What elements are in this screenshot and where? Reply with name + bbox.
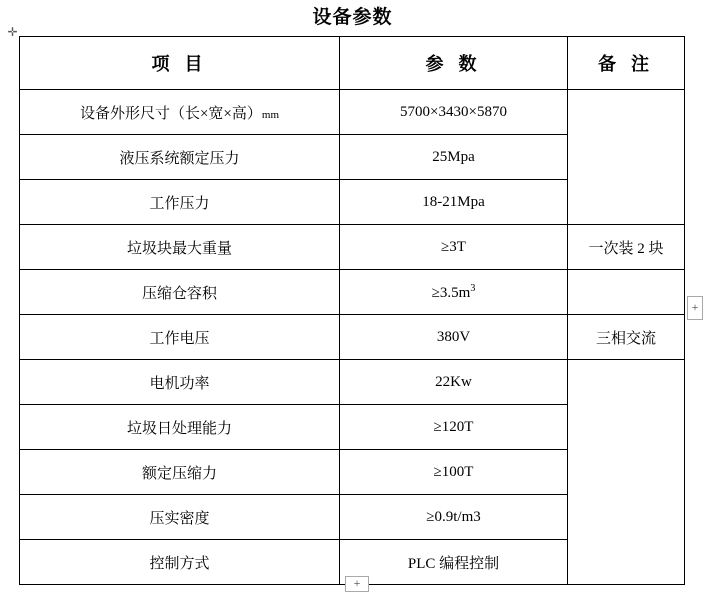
row-param-value: ≥0.9t/m3 [340,495,568,540]
row-item-label: 垃圾日处理能力 [20,405,340,450]
add-column-button[interactable]: + [687,296,703,320]
row-param-value: 22Kw [340,360,568,405]
row-note-value [568,360,685,585]
row-note-value: 一次装 2 块 [568,225,685,270]
table-move-handle-icon[interactable]: ✛ [7,25,18,39]
row-note-value [568,270,685,315]
row-item-label: 工作压力 [20,180,340,225]
row-note-value [568,90,685,225]
table-row [20,225,685,270]
row-item-text: 设备外形尺寸（长×宽×高） [79,105,262,122]
row-item-label: 工作电压 [20,315,340,360]
row-param-value: PLC 编程控制 [340,540,568,585]
row-item-label: 压缩仓容积 [20,270,340,315]
row-item-label: 额定压缩力 [20,450,340,495]
row-param-value: 18-21Mpa [340,180,568,225]
row-param-value: ≥3T [340,225,568,270]
row-param-value: ≥100T [340,450,568,495]
table-header-row [20,37,685,90]
row-item-label [20,90,340,135]
row-item-label: 液压系统额定压力 [20,135,340,180]
row-item-label: 压实密度 [20,495,340,540]
table-row [20,270,685,315]
table-row [20,90,685,135]
equipment-parameters-table [19,36,685,585]
row-item-label: 电机功率 [20,360,340,405]
row-item-label: 控制方式 [20,540,340,585]
row-note-value: 三相交流 [568,315,685,360]
column-header-item: 项 目 [20,37,340,90]
row-param-superscript: 3 [470,282,476,294]
column-header-param: 参 数 [340,37,568,90]
row-param-value: 25Mpa [340,135,568,180]
row-param-value [340,270,568,315]
column-header-note: 备 注 [568,37,685,90]
row-param-value: 5700×3430×5870 [340,90,568,135]
row-param-text: ≥3.5m [431,284,471,301]
table-row [20,360,685,405]
table-row [20,315,685,360]
add-row-button[interactable]: + [345,576,369,592]
row-item-label: 垃圾块最大重量 [20,225,340,270]
row-item-unit: mm [261,108,280,121]
page-title: 设备参数 [312,7,393,28]
row-param-value: ≥120T [340,405,568,450]
row-param-value: 380V [340,315,568,360]
